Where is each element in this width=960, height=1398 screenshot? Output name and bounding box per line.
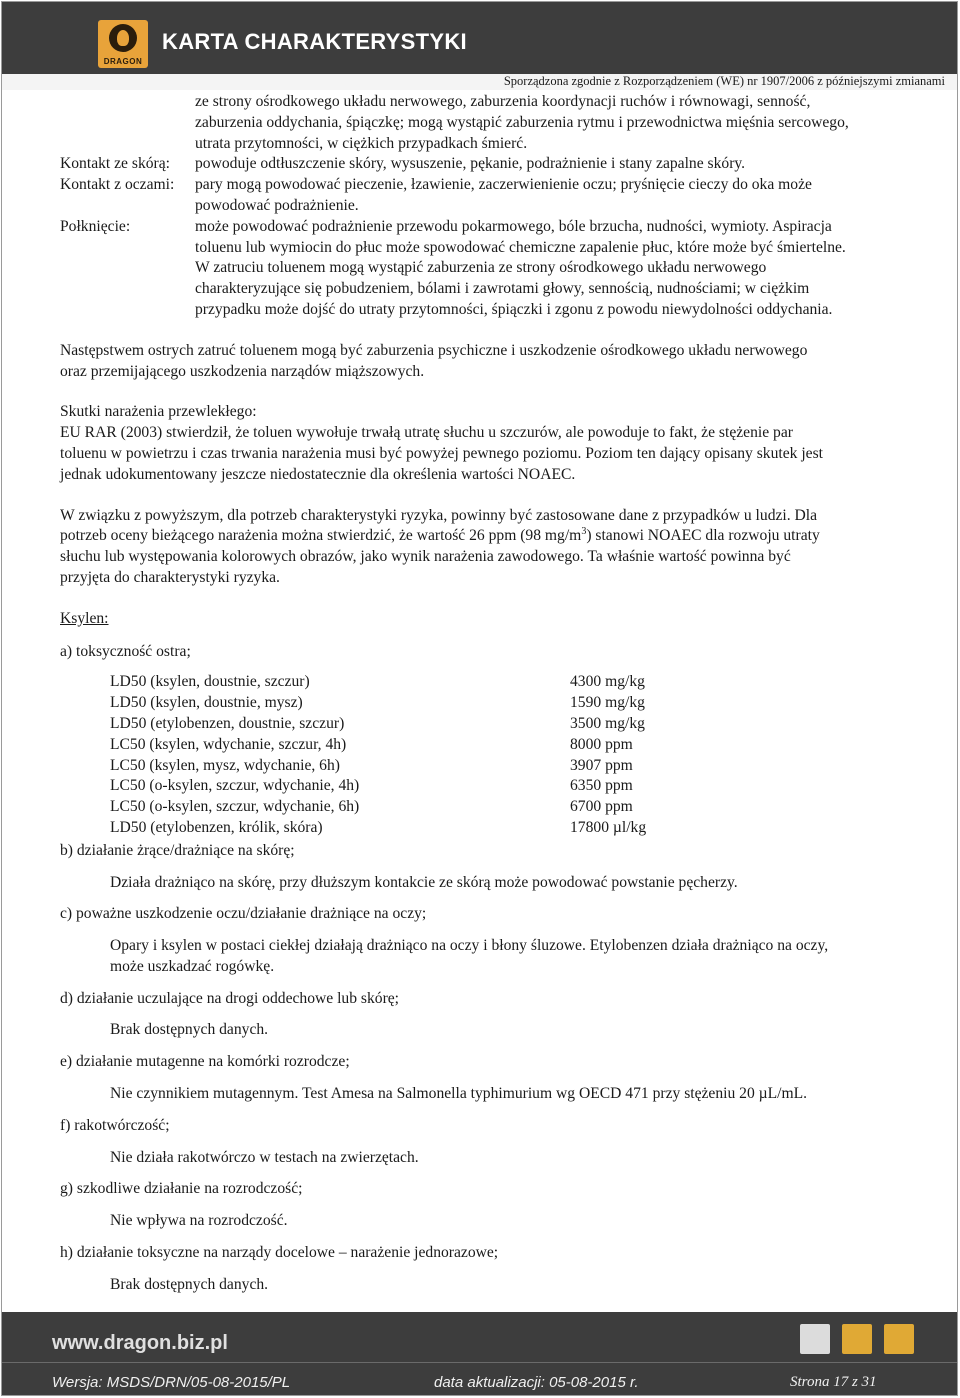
text-line: przypadku może dojść do utraty przytomności, śpiączki i zgonu z powodu niewydolności oddychania.	[195, 300, 833, 318]
table-row	[110, 756, 646, 777]
exposure-ingestion	[60, 217, 945, 321]
regulation-note: Sporządzona zgodnie z Rozporządzeniem (WE) nr 1907/2006 z późniejszymi zmianami	[503, 74, 945, 88]
subsection-text	[60, 1084, 945, 1105]
table-row	[110, 714, 646, 735]
subsection-label: c) poważne uszkodzenie oczu/działanie drażniące na oczy;	[60, 905, 427, 923]
subsection-label: h) działanie toksyczne na narządy docelowe – narażenie jednorazowe;	[60, 1244, 499, 1262]
toxicity-name: LC50 (o-ksylen, szczur, wdychanie, 6h)	[110, 798, 360, 816]
subsection-label: g) szkodliwe działanie na rozrodczość;	[60, 1180, 303, 1198]
text-line: pary mogą powodować pieczenie, łzawienie, zaczerwienienie oczu; pryśnięcie cieczy do oka może	[195, 176, 812, 194]
subsection-label: d) działanie uczulające na drogi oddechowe lub skórę;	[60, 989, 400, 1007]
document-title: KARTA CHARAKTERYSTYKI	[162, 29, 467, 54]
text-line: jednak udokumentowany jeszcze niedostatecznie dla określenia wartości NOAEC.	[60, 465, 576, 483]
footer-bar	[2, 1312, 957, 1396]
table-row	[110, 735, 646, 756]
toxicity-value: 6700 ppm	[570, 798, 633, 816]
toxicity-name: LD50 (etylobenzen, doustnie, szczur)	[110, 714, 345, 732]
exposure-skin	[60, 154, 945, 175]
paragraph-acute-effects	[60, 341, 945, 383]
text-line: może powodować podrażnienie przewodu pokarmowego, bóle brzucha, nudności, wymioty. Aspiracja	[195, 217, 832, 235]
intro-continuation	[60, 92, 945, 154]
dragon-logo-icon	[98, 20, 148, 68]
subsection-text	[60, 936, 945, 978]
text-line: ze strony ośrodkowego układu nerwowego, zaburzenia koordynacji ruchów i równowagi, senność,	[195, 93, 811, 110]
header-bar	[2, 2, 957, 74]
exposure-label: Połknięcie:	[60, 217, 131, 235]
text-line: Następstwem ostrych zatruć toluenem mogą być zaburzenia psychiczne i uszkodzenie ośrodkowego układu nerwowego	[60, 341, 808, 359]
toxicity-value: 3500 mg/kg	[570, 714, 645, 732]
toxicity-value: 1590 mg/kg	[570, 694, 645, 712]
subsection-text	[60, 1020, 945, 1041]
version-label: Wersja: MSDS/DRN/05-08-2015/PL	[52, 1374, 291, 1391]
text-line: toluenu w powietrzu i czas trwania narażenia musi być powyżej pewnego poziomu. Poziom ten dający opisany skutek jest	[60, 444, 824, 462]
dragon-mark-icon	[109, 24, 137, 52]
text-line: może uszkadzać rogówkę.	[110, 957, 275, 975]
text-line: charakteryzujące się pobudzeniem, bólami i zawrotami głowy, sennością, nudnościami; w ciężkim	[195, 280, 810, 298]
divider	[2, 1362, 957, 1363]
text-line: Brak dostępnych danych.	[110, 1021, 269, 1039]
text-line: Opary i ksylen w postaci ciekłej działają drażniąco na oczy i błony śluzowe. Etylobenzen działa drażniąco na oczy,	[110, 937, 829, 955]
subsection-label: e) działanie mutagenne na komórki rozrodcze;	[60, 1053, 350, 1071]
toxicity-name: LD50 (ksylen, doustnie, mysz)	[110, 694, 303, 712]
subsection-label: f) rakotwórczość;	[60, 1116, 170, 1134]
toxicity-name: LC50 (ksylen, mysz, wdychanie, 6h)	[110, 756, 340, 774]
subsection-text	[60, 1211, 945, 1232]
paragraph-chronic	[60, 402, 945, 485]
text-line: słuchu lub występowania kolorowych obrazów, jako wynik narażenia zawodowego. Ta właśnie wartość powinna być	[60, 548, 791, 566]
subsection-label: a) toksyczność ostra;	[60, 642, 191, 660]
table-row	[110, 693, 646, 714]
logo-text: DRAGON	[103, 57, 143, 66]
update-date: data aktualizacji: 05-08-2015 r.	[434, 1374, 639, 1391]
text-line: powodować podrażnienie.	[195, 196, 359, 214]
toxicity-value: 4300 mg/kg	[570, 673, 645, 691]
table-row	[110, 818, 646, 839]
document-page	[1, 1, 958, 1396]
text-line: powoduje odtłuszczenie skóry, wysuszenie, pękanie, podrażnienie i stany zapalne skóry.	[195, 155, 746, 173]
subsection-text	[60, 1275, 945, 1296]
text-line: Nie czynnikiem mutagennym. Test Amesa na Salmonella typhimurium wg OECD 471 przy stężeniu 20 µL/mL.	[110, 1085, 808, 1103]
toxicity-name: LC50 (o-ksylen, szczur, wdychanie, 4h)	[110, 777, 360, 795]
page-number: Strona 17 z 31	[790, 1374, 877, 1390]
subsection-text	[60, 873, 945, 894]
document-content	[60, 92, 945, 1296]
exposure-label: Kontakt ze skórą:	[60, 155, 170, 173]
exposure-eyes	[60, 175, 945, 217]
toxicity-value: 17800 µl/kg	[570, 818, 647, 836]
section-heading: Skutki narażenia przewlekłego:	[60, 403, 257, 421]
toxicity-name: LD50 (ksylen, doustnie, szczur)	[110, 673, 310, 691]
subsection-label: b) działanie żrące/drażniące na skórę;	[60, 841, 295, 859]
text-line: EU RAR (2003) stwierdził, że toluen wywołuje trwałą utratę słuchu u szczurów, ale powoduje to fakt, że stężenie par	[60, 424, 793, 442]
website-link[interactable]: www.dragon.biz.pl	[52, 1332, 228, 1354]
toxicity-name: LD50 (etylobenzen, królik, skóra)	[110, 818, 323, 836]
section-xylene	[60, 609, 945, 1296]
text-line: Brak dostępnych danych.	[110, 1275, 269, 1293]
text-line: oraz przemijającego uszkodzenia narządów miąższowych.	[60, 362, 425, 380]
toxicity-name: LC50 (ksylen, wdychanie, szczur, 4h)	[110, 735, 347, 753]
text-line: potrzeb oceny bieżącego narażenia można stwierdzić, że wartość 26 ppm (98 $mg/m^3$) stanowi NOAEC dla rozwoju utraty	[60, 526, 820, 545]
text-line: przyjęta do charakterystyki ryzyka.	[60, 568, 280, 586]
decor-square-icon	[800, 1324, 830, 1354]
exposure-label: Kontakt z oczami:	[60, 176, 175, 194]
decor-square-icon	[884, 1324, 914, 1354]
paragraph-noaec	[60, 506, 945, 589]
section-heading: Ksylen:	[60, 609, 109, 627]
text-line: zaburzenia oddychania, śpiączkę; mogą wystąpić zaburzenia rytmu i przewodnictwa mięśnia sercowego,	[195, 113, 849, 131]
toxicity-value: 6350 ppm	[570, 777, 633, 795]
toxicity-table	[110, 672, 646, 838]
text-line: Nie działa rakotwórczo w testach na zwierzętach.	[110, 1148, 419, 1166]
text-line: utrata przytomności, w ciężkich przypadkach śmierć.	[195, 134, 528, 152]
text-line: W związku z powyższym, dla potrzeb charakterystyki ryzyka, powinny być zastosowane dane z przypadków u ludzi. Dla	[60, 506, 818, 524]
decor-square-icon	[842, 1324, 872, 1354]
table-row	[110, 776, 646, 797]
text-line: toluenu lub wymiocin do płuc może spowodować chemiczne zapalenie płuc, które może być śmiertelne.	[195, 238, 846, 256]
toxicity-value: 3907 ppm	[570, 756, 633, 774]
superscript: 3	[581, 526, 587, 538]
text-line: Nie wpływa na rozrodczość.	[110, 1212, 288, 1230]
text-line: W zatruciu toluenem mogą wystąpić zaburzenia ze strony ośrodkowego układu nerwowego	[195, 259, 767, 277]
table-row	[110, 672, 646, 693]
table-row	[110, 797, 646, 818]
text-line: Działa drażniąco na skórę, przy dłuższym kontakcie ze skórą może powodować powstanie pęcherzy.	[110, 873, 738, 891]
toxicity-value: 8000 ppm	[570, 735, 633, 753]
subsection-text	[60, 1148, 945, 1169]
